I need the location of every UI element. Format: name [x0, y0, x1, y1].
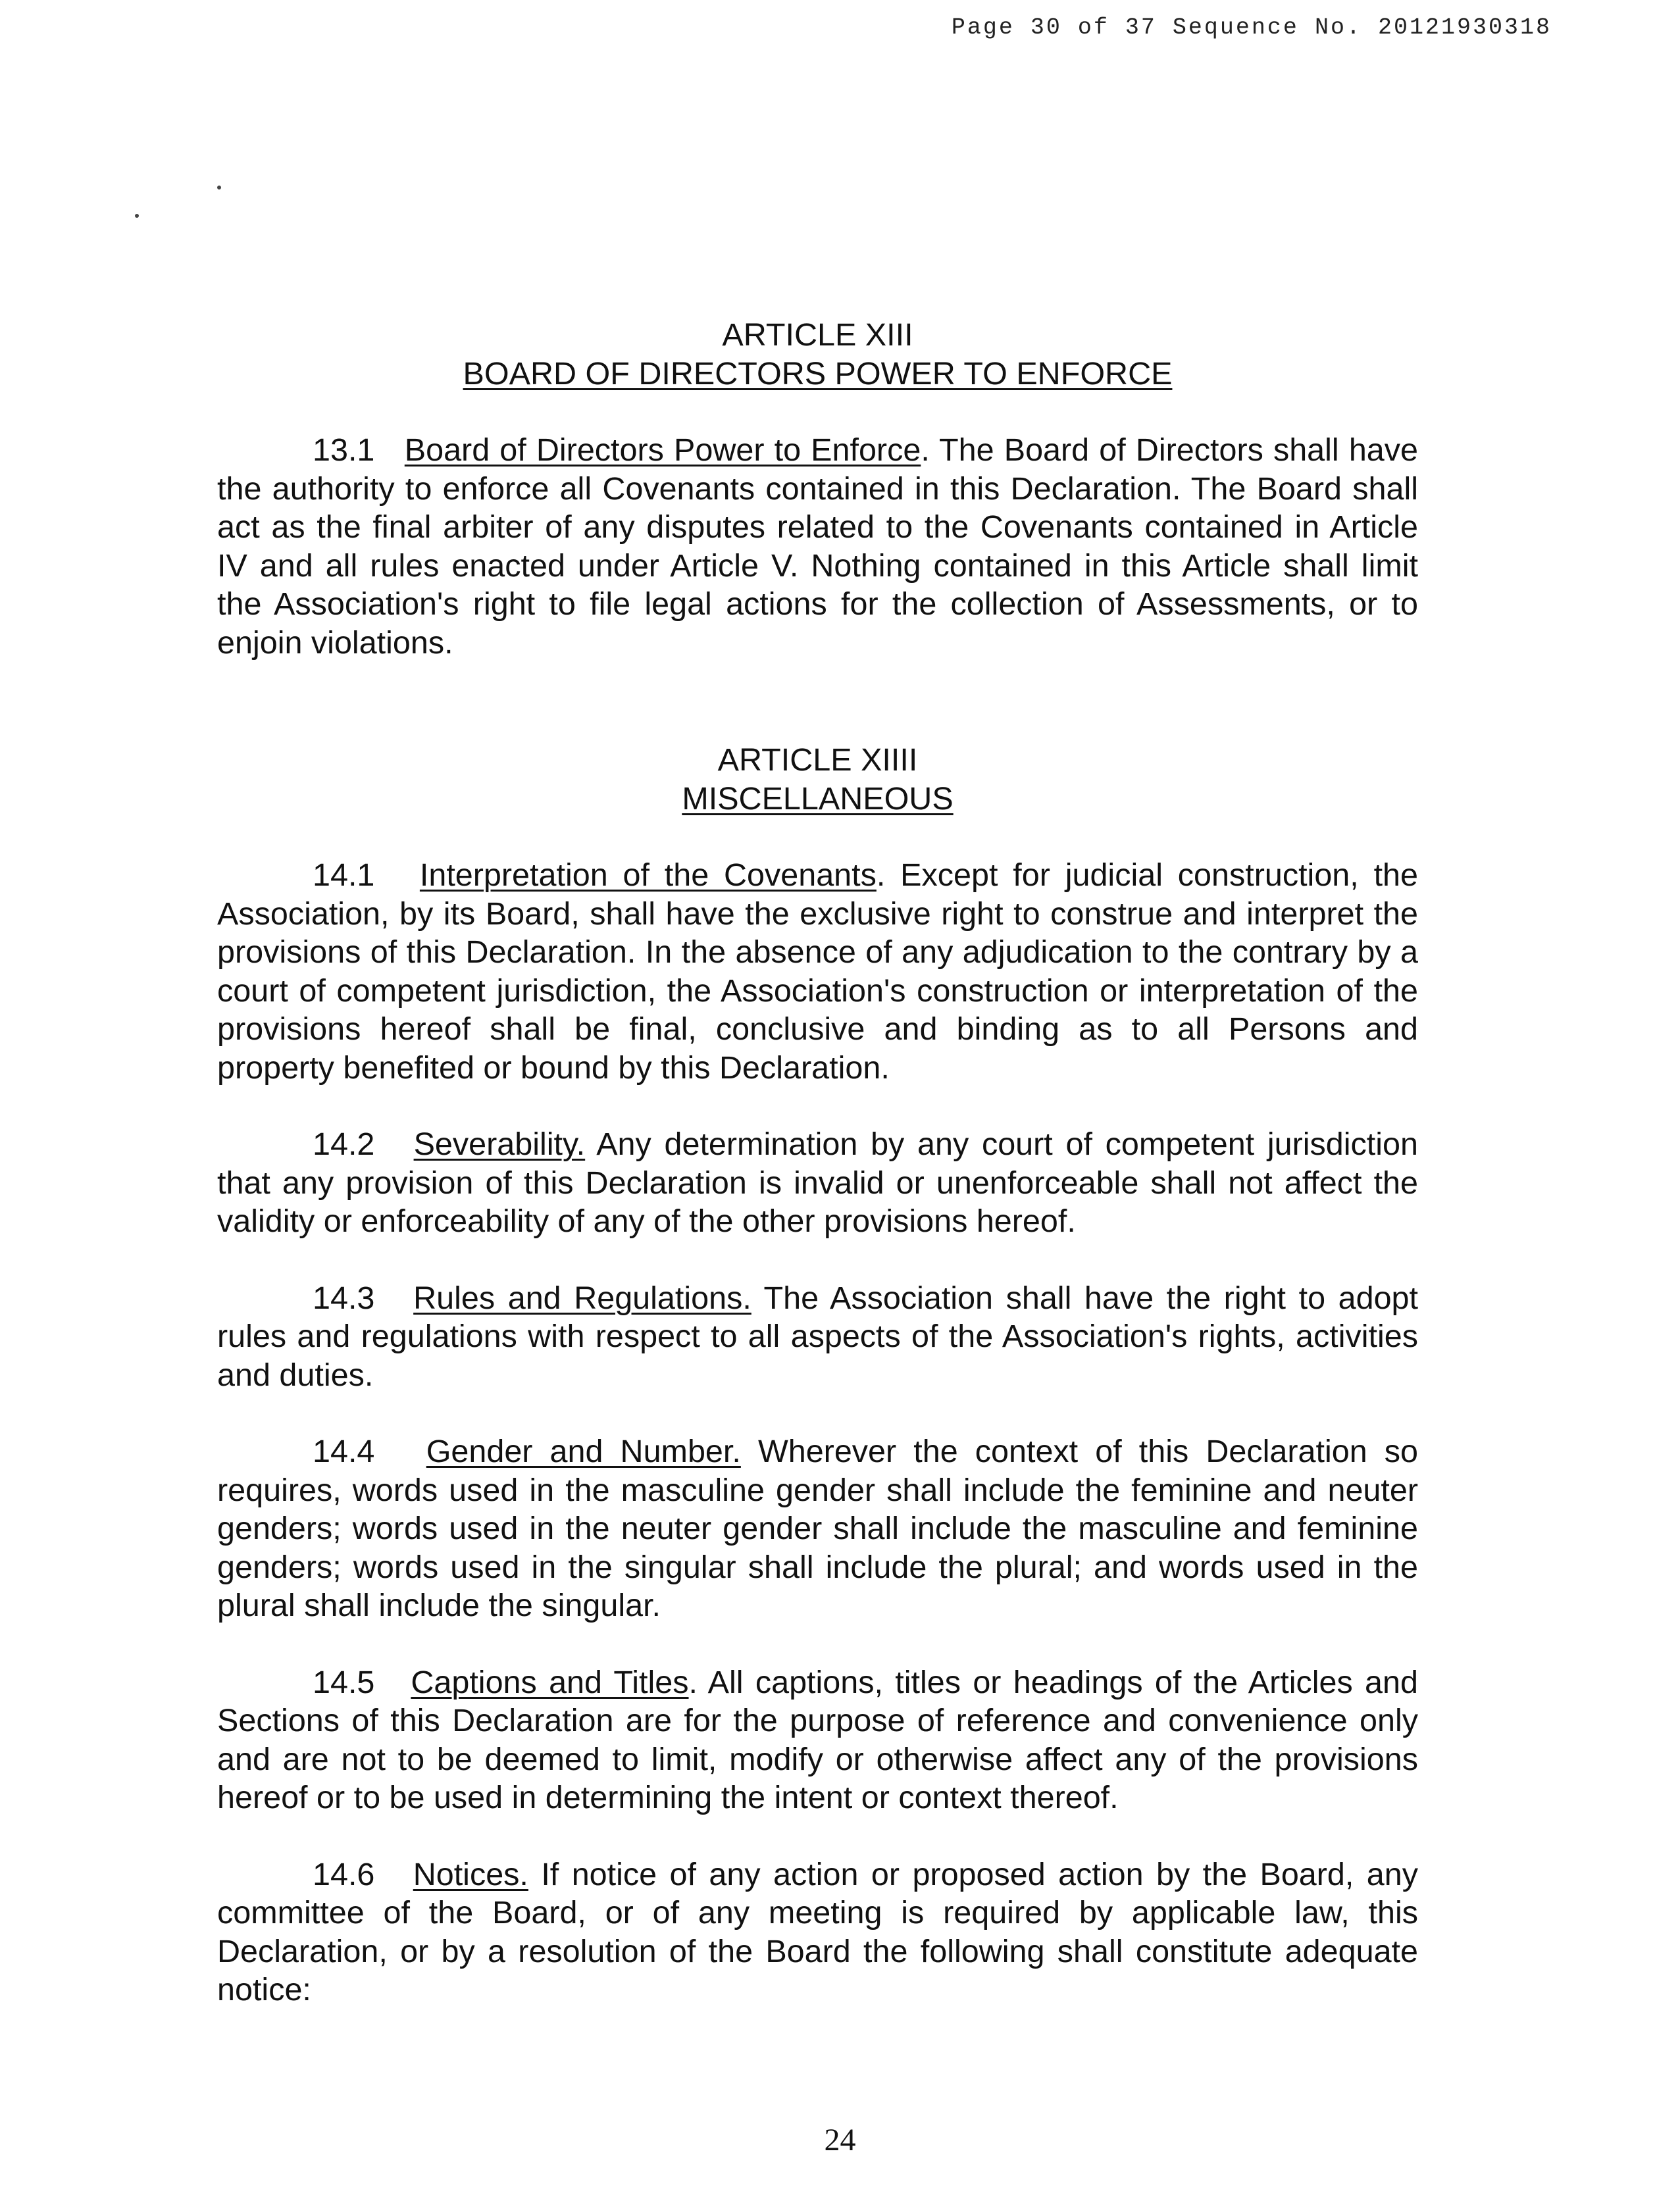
section-14-1: 14.1 Interpretation of the Covenants. Except for judicial construction, the Association, by its Board, shall have the exclusive right to construe and interpret the provisions of this Declaration. In the absence of any adjudication to the contrary by a court of competent jurisdiction, the Association's construction or interpretation of the provisions hereof shall be final, conclusive and binding as to all Persons and property benefited or bound by this Declaration.	[217, 857, 1418, 1086]
section-number: 14.3	[313, 1280, 375, 1316]
section-number: 14.6	[313, 1856, 375, 1892]
section-14-2	[217, 1125, 1418, 1241]
article-14-heading	[217, 741, 1418, 818]
document-body	[217, 316, 1418, 2048]
section-title: Interpretation of the Covenants	[419, 857, 877, 893]
page-sequence-stamp: Page 30 of 37 Sequence No. 20121930318	[951, 14, 1552, 41]
section-14-4	[217, 1432, 1418, 1625]
section-14-6	[217, 1855, 1418, 2009]
article-14-label: ARTICLE XIIII	[717, 742, 918, 778]
section-body: Wherever the context of this Declaration so requires, words used in the masculine gender shall include the feminine and neuter genders; words used in the neuter gender shall include the masculine and feminine genders; words used in the singular shall include the plural; and words used in the plural shall include the singular.	[217, 1434, 1418, 1623]
section-body: The Board of Directors shall have the authority to enforce all Covenants contained in this Declaration. The Board shall act as the final arbiter of any disputes related to the Covenants contained in Article IV and all rules enacted under Article V. Nothing contained in this Article shall limit the Association's right to file legal actions for the collection of Assessments, or to enjoin violations.	[217, 432, 1418, 661]
section-title: Captions and Titles	[411, 1664, 689, 1700]
section-13-1: 13.1 Board of Directors Power to Enforce. The Board of Directors shall have the authority to enforce all Covenants contained in this Declaration. The Board shall act as the final arbiter of any disputes related to the Covenants contained in Article IV and all rules enacted under Article V. Nothing contained in this Article shall limit the Association's right to file legal actions for the collection of Assessments, or to enjoin violations.	[217, 432, 1418, 661]
section-title: Severability.	[413, 1126, 586, 1162]
section-title: Rules and Regulations.	[413, 1280, 751, 1316]
section-number: 14.4	[313, 1434, 375, 1469]
section-title: Notices.	[413, 1856, 528, 1892]
section-body: If notice of any action or proposed action by the Board, any committee of the Board, or of any meeting is required by applicable law, this Declaration, or by a resolution of the Board the following shall constitute adequate notice:	[217, 1856, 1418, 2007]
section-number: 14.5	[313, 1664, 375, 1700]
section-number: 14.1	[313, 857, 375, 893]
section-body: The Association shall have the right to adopt rules and regulations with respect to all aspects of the Association's rights, activities and duties.	[217, 1280, 1418, 1393]
section-number: 14.2	[313, 1126, 375, 1162]
section-body: All captions, titles or headings of the Articles and Sections of this Declaration are for the purpose of reference and convenience only and are not to be deemed to limit, modify or otherwise affect any of the provisions hereof or to be used in determining the intent or context thereof.	[217, 1664, 1418, 1815]
scan-speck	[135, 214, 139, 218]
section-14-5: 14.5 Captions and Titles. All captions, titles or headings of the Articles and Sections of this Declaration are for the purpose of reference and convenience only and are not to be deemed to limit, modify or otherwise affect any of the provisions hereof or to be used in determining the intent or context thereof.	[217, 1664, 1418, 1815]
section-body: Except for judicial construction, the Association, by its Board, shall have the exclusive right to construe and interpret the provisions of this Declaration. In the absence of any adjudication to the contrary by a court of competent jurisdiction, the Association's construction or interpretation of the provisions hereof shall be final, conclusive and binding as to all Persons and property benefited or bound by this Declaration.	[217, 857, 1418, 1086]
section-title: Gender and Number.	[426, 1434, 741, 1469]
article-13-label: ARTICLE XIII	[722, 317, 913, 353]
section-number: 13.1	[313, 432, 375, 468]
section-title: Board of Directors Power to Enforce	[404, 432, 921, 468]
article-13-heading	[217, 316, 1418, 393]
scan-speck	[217, 186, 221, 189]
article-13-title: BOARD OF DIRECTORS POWER TO ENFORCE	[463, 355, 1173, 391]
section-body: Any determination by any court of competent jurisdiction that any provision of this Declaration is invalid or unenforceable shall not affect the validity or enforceability of any of the other provisions hereof.	[217, 1126, 1418, 1239]
section-14-3	[217, 1279, 1418, 1395]
page-number: 24	[824, 2123, 856, 2157]
article-14-title: MISCELLANEOUS	[682, 780, 954, 817]
